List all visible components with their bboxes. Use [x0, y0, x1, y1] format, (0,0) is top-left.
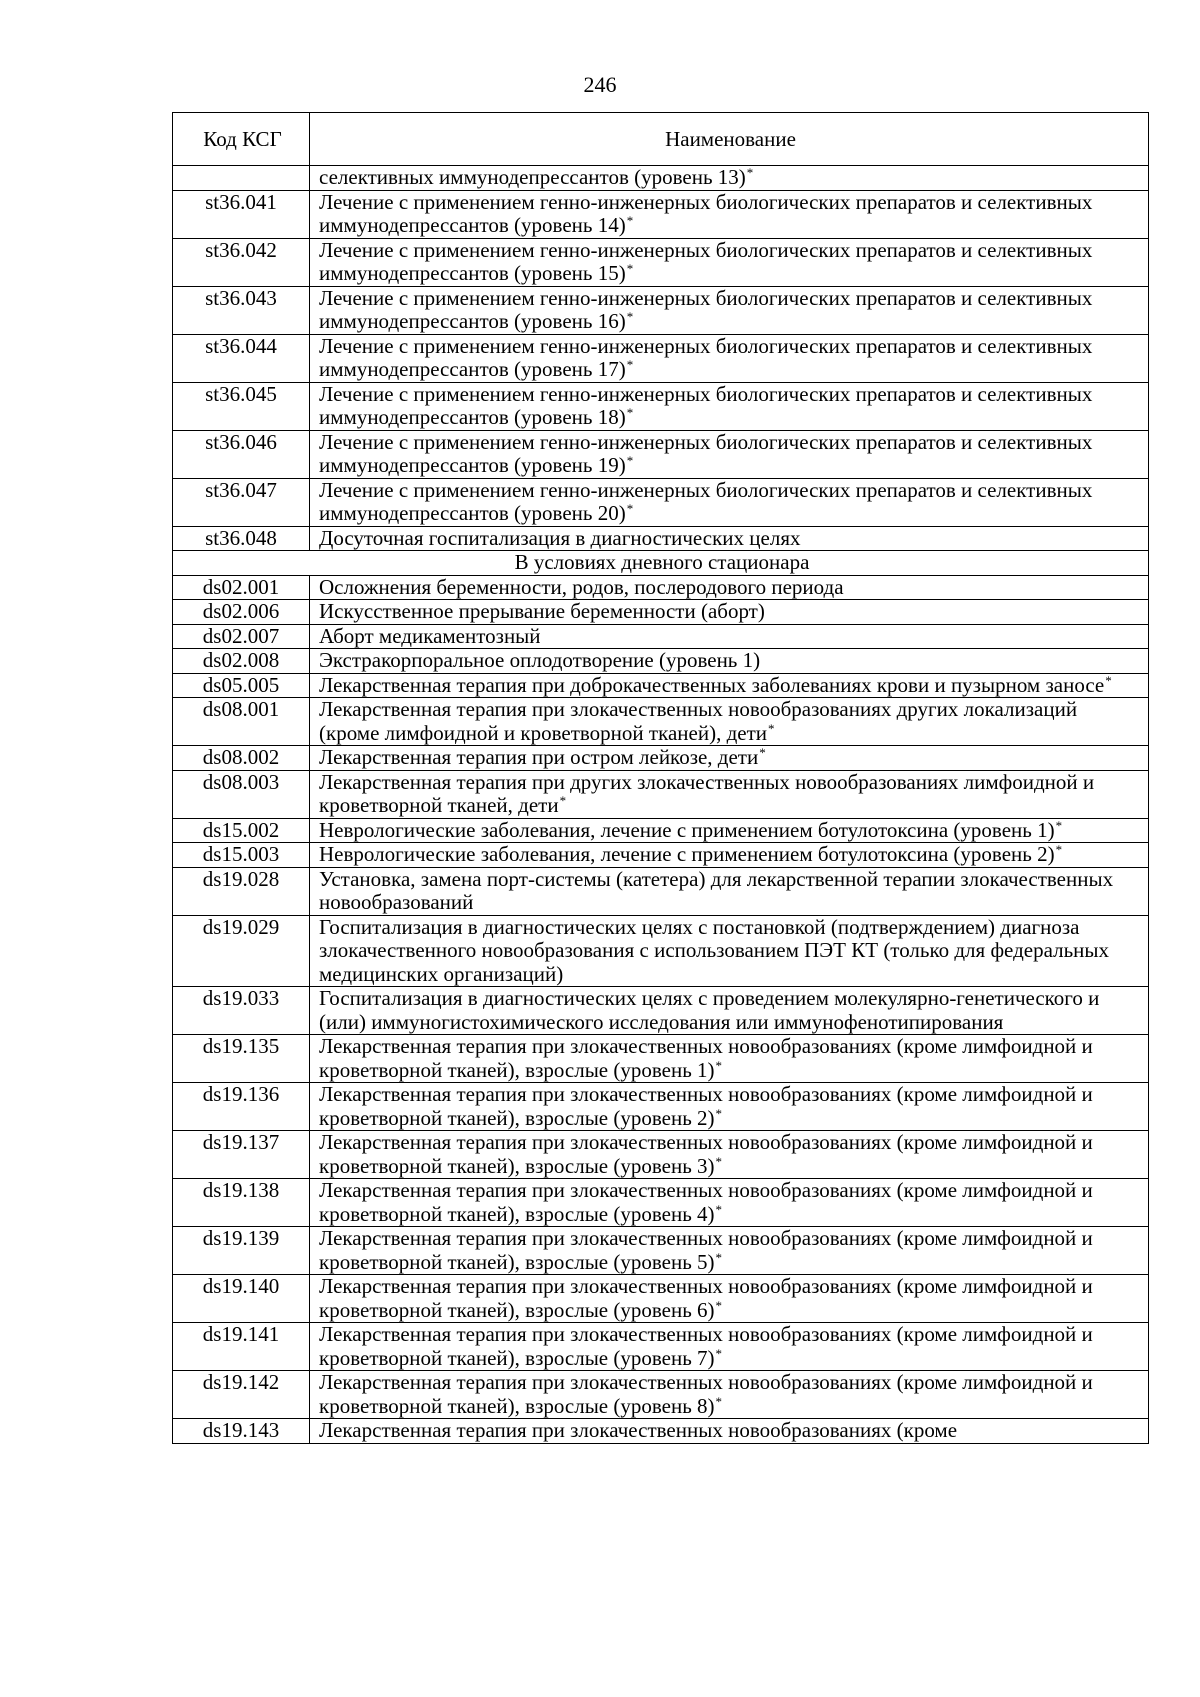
ksg-code: ds19.141 — [173, 1323, 310, 1371]
footnote-marker: * — [626, 309, 634, 324]
table-row — [173, 746, 1149, 771]
ksg-name: Лечение с применением генно-инженерных биологических препаратов и селективных иммунодепрессантов (уровень 14) — [319, 189, 1093, 237]
ksg-code: ds08.001 — [173, 698, 310, 746]
footnote-marker: * — [715, 1345, 723, 1361]
table-row — [173, 600, 1149, 625]
footnote-marker: * — [715, 1393, 723, 1409]
ksg-code: ds19.135 — [173, 1035, 310, 1083]
ksg-name-cell — [310, 1419, 1149, 1444]
ksg-name-cell — [310, 1179, 1149, 1227]
ksg-code: ds19.033 — [173, 987, 310, 1035]
table-row — [173, 1083, 1149, 1131]
ksg-code: st36.046 — [173, 430, 310, 478]
ksg-code: ds19.138 — [173, 1179, 310, 1227]
header-code: Код КСГ — [173, 113, 310, 166]
ksg-name-cell — [310, 166, 1149, 191]
ksg-name: Лечение с применением генно-инженерных биологических препаратов и селективных иммунодепрессантов (уровень 20) — [319, 477, 1093, 525]
footnote-marker: * — [715, 1201, 723, 1217]
footnote-marker: * — [626, 501, 634, 516]
footnote-marker: * — [626, 453, 634, 468]
ksg-name: Лекарственная терапия при злокачественных новообразованиях (кроме лимфоидной и кроветворной тканей), взрослые (уровень 8) — [319, 1370, 1093, 1418]
ksg-code: st36.044 — [173, 334, 310, 382]
ksg-name: Лекарственная терапия при злокачественных новообразованиях других локализаций (кроме лимфоидной и кроветворной тканей), дети — [319, 697, 1078, 745]
table-row — [173, 673, 1149, 698]
ksg-name-cell — [310, 526, 1149, 551]
footnote-marker: * — [768, 720, 775, 736]
ksg-code: ds02.007 — [173, 624, 310, 649]
table-body — [173, 166, 1149, 1444]
ksg-name: Лечение с применением генно-инженерных биологических препаратов и селективных иммунодепрессантов (уровень 17) — [319, 333, 1093, 381]
ksg-name-cell — [310, 987, 1149, 1035]
table-row — [173, 698, 1149, 746]
table-row — [173, 575, 1149, 600]
table-row — [173, 430, 1149, 478]
ksg-code: ds02.008 — [173, 649, 310, 674]
ksg-name-cell — [310, 1323, 1149, 1371]
table-row — [173, 915, 1149, 987]
table-row — [173, 987, 1149, 1035]
ksg-name: Лекарственная терапия при доброкачественных заболеваниях крови и пузырном заносе — [319, 672, 1105, 697]
ksg-name-cell — [310, 238, 1149, 286]
ksg-name: селективных иммунодепрессантов (уровень 13) — [319, 165, 746, 189]
ksg-name: Досуточная госпитализация в диагностических целях — [319, 525, 801, 550]
ksg-name-cell — [310, 1131, 1149, 1179]
table-row — [173, 238, 1149, 286]
table-row — [173, 1035, 1149, 1083]
table-row — [173, 166, 1149, 191]
footnote-marker: * — [715, 1153, 723, 1169]
ksg-code: ds15.003 — [173, 843, 310, 868]
ksg-name-cell — [310, 286, 1149, 334]
ksg-name-cell — [310, 382, 1149, 430]
ksg-name-cell — [310, 430, 1149, 478]
footnote-marker: * — [1105, 672, 1112, 688]
ksg-name: Лекарственная терапия при злокачественных новообразованиях (кроме лимфоидной и кроветворной тканей), взрослые (уровень 6) — [319, 1274, 1093, 1322]
table-row — [173, 843, 1149, 868]
footnote-marker: * — [1055, 842, 1063, 857]
ksg-name-cell — [310, 673, 1149, 698]
footnote-marker: * — [626, 405, 634, 420]
footnote-marker: * — [626, 261, 634, 276]
ksg-code: ds02.006 — [173, 600, 310, 625]
ksg-code — [173, 166, 310, 191]
ksg-table — [172, 112, 1149, 1444]
ksg-name: Лекарственная терапия при злокачественных новообразованиях (кроме лимфоидной и кроветворной тканей), взрослые (уровень 3) — [319, 1130, 1093, 1178]
ksg-name: Лечение с применением генно-инженерных биологических препаратов и селективных иммунодепрессантов (уровень 16) — [319, 285, 1093, 333]
table-row — [173, 1419, 1149, 1444]
table-row — [173, 286, 1149, 334]
ksg-name-cell — [310, 770, 1149, 818]
footnote-marker: * — [626, 213, 634, 228]
footnote-marker: * — [715, 1105, 723, 1121]
ksg-code: ds19.028 — [173, 867, 310, 915]
footnote-marker: * — [626, 357, 634, 372]
ksg-name: Установка, замена порт-системы (катетера) для лекарственной терапии злокачественных новообразований — [319, 866, 1114, 914]
ksg-name: Госпитализация в диагностических целях с постановкой (подтверждением) диагноза злокачественного новообразования с использованием ПЭТ КТ (только для федеральных медицинских организаций) — [319, 914, 1110, 986]
table-row — [173, 1179, 1149, 1227]
footnote-marker: * — [715, 1249, 723, 1265]
ksg-name-cell — [310, 649, 1149, 674]
ksg-name: Неврологические заболевания, лечение с применением ботулотоксина (уровень 2) — [319, 842, 1055, 866]
ksg-code: st36.045 — [173, 382, 310, 430]
ksg-code: st36.042 — [173, 238, 310, 286]
footnote-marker: * — [559, 793, 567, 808]
ksg-code: ds15.002 — [173, 818, 310, 843]
ksg-name-cell — [310, 624, 1149, 649]
ksg-name-cell — [310, 698, 1149, 746]
section-row — [173, 551, 1149, 576]
ksg-code: st36.048 — [173, 526, 310, 551]
ksg-name-cell — [310, 746, 1149, 771]
ksg-name-cell — [310, 190, 1149, 238]
ksg-name: Лекарственная терапия при злокачественных новообразованиях (кроме лимфоидной и кроветворной тканей), взрослые (уровень 7) — [319, 1322, 1093, 1370]
ksg-name: Неврологические заболевания, лечение с применением ботулотоксина (уровень 1) — [319, 817, 1055, 842]
table-row — [173, 1227, 1149, 1275]
table-row — [173, 478, 1149, 526]
ksg-name-cell — [310, 1227, 1149, 1275]
table-row — [173, 649, 1149, 674]
page-number: 246 — [583, 72, 617, 97]
ksg-name-cell — [310, 1083, 1149, 1131]
ksg-name-cell — [310, 478, 1149, 526]
section-title: В условиях дневного стационара — [173, 551, 1149, 576]
ksg-name: Госпитализация в диагностических целях с проведением молекулярно-генетического и (или) иммуногистохимического исследования или иммунофенотипирования — [319, 986, 1100, 1034]
ksg-name: Лекарственная терапия при злокачественных новообразованиях (кроме лимфоидной и кроветворной тканей), взрослые (уровень 5) — [319, 1226, 1093, 1274]
table-row — [173, 1275, 1149, 1323]
ksg-code: ds19.136 — [173, 1083, 310, 1131]
ksg-name-cell — [310, 915, 1149, 987]
footnote-marker: * — [1055, 817, 1063, 833]
ksg-name: Лекарственная терапия при остром лейкозе, дети — [319, 745, 759, 769]
table-row — [173, 624, 1149, 649]
ksg-name: Аборт медикаментозный — [319, 623, 541, 648]
footnote-marker: * — [715, 1057, 723, 1073]
table-row — [173, 770, 1149, 818]
table-row — [173, 334, 1149, 382]
ksg-code: ds19.140 — [173, 1275, 310, 1323]
ksg-code: ds19.142 — [173, 1371, 310, 1419]
ksg-code: ds19.139 — [173, 1227, 310, 1275]
ksg-name-cell — [310, 334, 1149, 382]
ksg-name: Лекарственная терапия при злокачественных новообразованиях (кроме лимфоидной и кроветворной тканей), взрослые (уровень 4) — [319, 1178, 1093, 1226]
ksg-name-cell — [310, 818, 1149, 843]
ksg-code: st36.041 — [173, 190, 310, 238]
footnote-marker: * — [746, 165, 754, 180]
ksg-code: ds08.002 — [173, 746, 310, 771]
ksg-name: Экстракорпоральное оплодотворение (уровень 1) — [319, 648, 761, 672]
ksg-name-cell — [310, 1275, 1149, 1323]
ksg-name: Лекарственная терапия при злокачественных новообразованиях (кроме лимфоидной и кроветворной тканей), взрослые (уровень 2) — [319, 1082, 1093, 1130]
table-row — [173, 1371, 1149, 1419]
ksg-name: Лечение с применением генно-инженерных биологических препаратов и селективных иммунодепрессантов (уровень 19) — [319, 429, 1093, 477]
ksg-name: Лекарственная терапия при злокачественных новообразованиях (кроме — [319, 1418, 958, 1442]
ksg-code: ds19.143 — [173, 1419, 310, 1444]
ksg-name-cell — [310, 843, 1149, 868]
ksg-name-cell — [310, 600, 1149, 625]
ksg-name-cell — [310, 867, 1149, 915]
ksg-code: ds19.137 — [173, 1131, 310, 1179]
table-row — [173, 1323, 1149, 1371]
table-row — [173, 1131, 1149, 1179]
ksg-code: ds02.001 — [173, 575, 310, 600]
ksg-name-cell — [310, 1035, 1149, 1083]
ksg-name: Лечение с применением генно-инженерных биологических препаратов и селективных иммунодепрессантов (уровень 15) — [319, 237, 1093, 285]
header-name: Наименование — [310, 113, 1149, 166]
ksg-name-cell — [310, 575, 1149, 600]
ksg-name: Лекарственная терапия при злокачественных новообразованиях (кроме лимфоидной и кроветворной тканей), взрослые (уровень 1) — [319, 1034, 1093, 1082]
table-row — [173, 382, 1149, 430]
ksg-name: Лекарственная терапия при других злокачественных новообразованиях лимфоидной и кроветворной тканей, дети — [319, 769, 1095, 817]
ksg-name: Лечение с применением генно-инженерных биологических препаратов и селективных иммунодепрессантов (уровень 18) — [319, 381, 1093, 429]
ksg-name: Искусственное прерывание беременности (аборт) — [319, 599, 765, 623]
footnote-marker: * — [759, 745, 766, 760]
table-row — [173, 190, 1149, 238]
ksg-code: ds08.003 — [173, 770, 310, 818]
ksg-code: st36.043 — [173, 286, 310, 334]
table-row — [173, 867, 1149, 915]
table-row — [173, 818, 1149, 843]
ksg-code: st36.047 — [173, 478, 310, 526]
ksg-name-cell — [310, 1371, 1149, 1419]
ksg-name: Осложнения беременности, родов, послеродового периода — [319, 574, 844, 599]
table-header-row — [173, 113, 1149, 166]
ksg-code: ds19.029 — [173, 915, 310, 987]
table-row — [173, 526, 1149, 551]
ksg-code: ds05.005 — [173, 673, 310, 698]
footnote-marker: * — [715, 1297, 723, 1313]
